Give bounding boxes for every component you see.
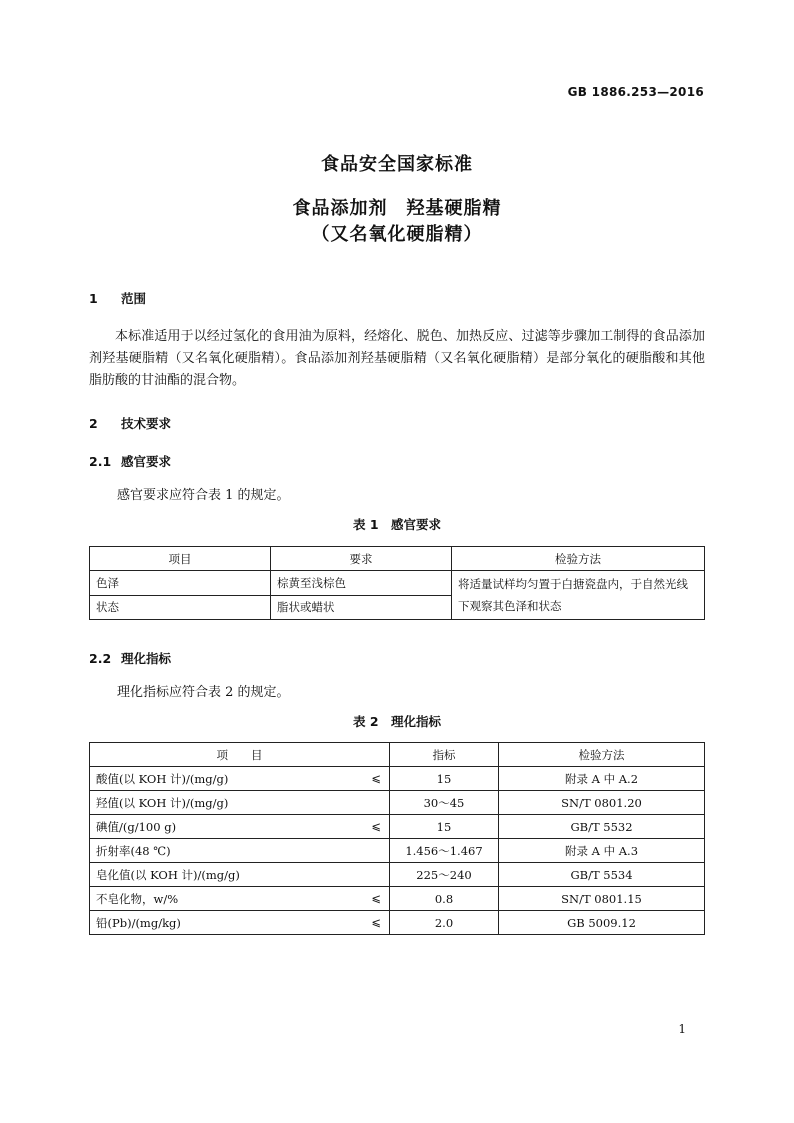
table-2-caption: 表 2 理化指标 (352, 714, 442, 729)
table-row (90, 911, 705, 935)
requirement-cell: 棕黄至浅棕色 (271, 571, 452, 596)
section-1-heading (89, 289, 146, 307)
less-equal-symbol: ⩽ (371, 771, 381, 785)
section-title: 范围 (121, 291, 147, 306)
section-1-paragraph: 本标准适用于以经过氢化的食用油为原料，经熔化、脱色、加热反应、过滤等步骤加工制得的食品添加剂羟基硬脂精（又名氧化硬脂精）。食品添加剂羟基硬脂精（又名氧化硬脂精）是部分氧化的硬脂酸和其他脂肪酸的甘油酯的混合物。 (89, 329, 705, 388)
item-cell (90, 767, 390, 791)
section-number: 2.1 (89, 454, 112, 469)
item-label: 碘值/(g/100 g) (96, 819, 177, 834)
value-cell: 2.0 (390, 911, 499, 935)
column-header: 指标 (390, 743, 499, 767)
table-row (90, 887, 705, 911)
section-2-1-heading (89, 452, 171, 470)
item-label: 羟值(以 KOH 计)/(mg/g) (96, 795, 229, 810)
item-label: 酸值(以 KOH 计)/(mg/g) (96, 771, 229, 786)
table-2 (89, 742, 705, 935)
method-cell: 附录 A 中 A.3 (499, 839, 705, 863)
item-label: 铅(Pb)/(mg/kg) (96, 915, 181, 930)
method-cell: 附录 A 中 A.2 (499, 767, 705, 791)
method-cell: GB/T 5534 (499, 863, 705, 887)
method-cell: SN/T 0801.15 (499, 887, 705, 911)
title-line-1: 食品安全国家标准 (321, 154, 473, 175)
item-cell (90, 815, 390, 839)
value-cell: 225～240 (390, 863, 499, 887)
table-row (90, 791, 705, 815)
item-cell (90, 911, 390, 935)
method-cell: GB/T 5532 (499, 815, 705, 839)
item-cell (90, 887, 390, 911)
item-cell (90, 791, 390, 815)
value-cell: 0.8 (390, 887, 499, 911)
title-line-2: 食品添加剂 羟基硬脂精 (292, 198, 502, 219)
column-header: 项 目 (90, 743, 390, 767)
table-row (90, 839, 705, 863)
standard-code: GB 1886.253—2016 (567, 85, 704, 99)
title-line-3: （又名氧化硬脂精） (311, 224, 483, 245)
method-cell: GB 5009.12 (499, 911, 705, 935)
item-cell: 状态 (90, 595, 271, 620)
table-1-caption: 表 1 感官要求 (352, 517, 442, 532)
table-row (90, 863, 705, 887)
section-2-heading (89, 414, 171, 432)
table-row (90, 767, 705, 791)
section-title: 技术要求 (121, 416, 172, 431)
table-row (90, 571, 705, 596)
method-cell: 将适量试样均匀置于白搪瓷盘内，于自然光线下观察其色泽和状态 (452, 571, 705, 620)
column-header: 要求 (271, 547, 452, 571)
item-cell: 色泽 (90, 571, 271, 596)
table-header-row (90, 743, 705, 767)
less-equal-symbol: ⩽ (371, 891, 381, 905)
item-cell (90, 839, 390, 863)
value-cell: 30～45 (390, 791, 499, 815)
item-label: 折射率(48 ℃) (96, 843, 171, 858)
less-equal-symbol: ⩽ (371, 819, 381, 833)
value-cell: 15 (390, 815, 499, 839)
item-label: 不皂化物，w/% (96, 891, 179, 906)
table-header-row (90, 547, 705, 571)
section-number: 1 (89, 291, 98, 306)
item-label: 皂化值(以 KOH 计)/(mg/g) (96, 867, 240, 882)
item-cell (90, 863, 390, 887)
section-number: 2 (89, 416, 98, 431)
column-header: 检验方法 (452, 547, 705, 571)
section-2-2-heading (89, 649, 171, 667)
less-equal-symbol: ⩽ (371, 915, 381, 929)
value-cell: 1.456～1.467 (390, 839, 499, 863)
value-cell: 15 (390, 767, 499, 791)
column-header: 检验方法 (499, 743, 705, 767)
method-cell: SN/T 0801.20 (499, 791, 705, 815)
requirement-cell: 脂状或蜡状 (271, 595, 452, 620)
table-row (90, 815, 705, 839)
page-number: 1 (678, 1022, 686, 1036)
section-2-2-text: 理化指标应符合表 2 的规定。 (117, 685, 290, 700)
column-header: 项目 (90, 547, 271, 571)
table-1 (89, 546, 705, 620)
section-number: 2.2 (89, 651, 112, 666)
section-title: 感官要求 (121, 454, 172, 469)
section-2-1-text: 感官要求应符合表 1 的规定。 (117, 488, 290, 503)
section-title: 理化指标 (121, 651, 172, 666)
